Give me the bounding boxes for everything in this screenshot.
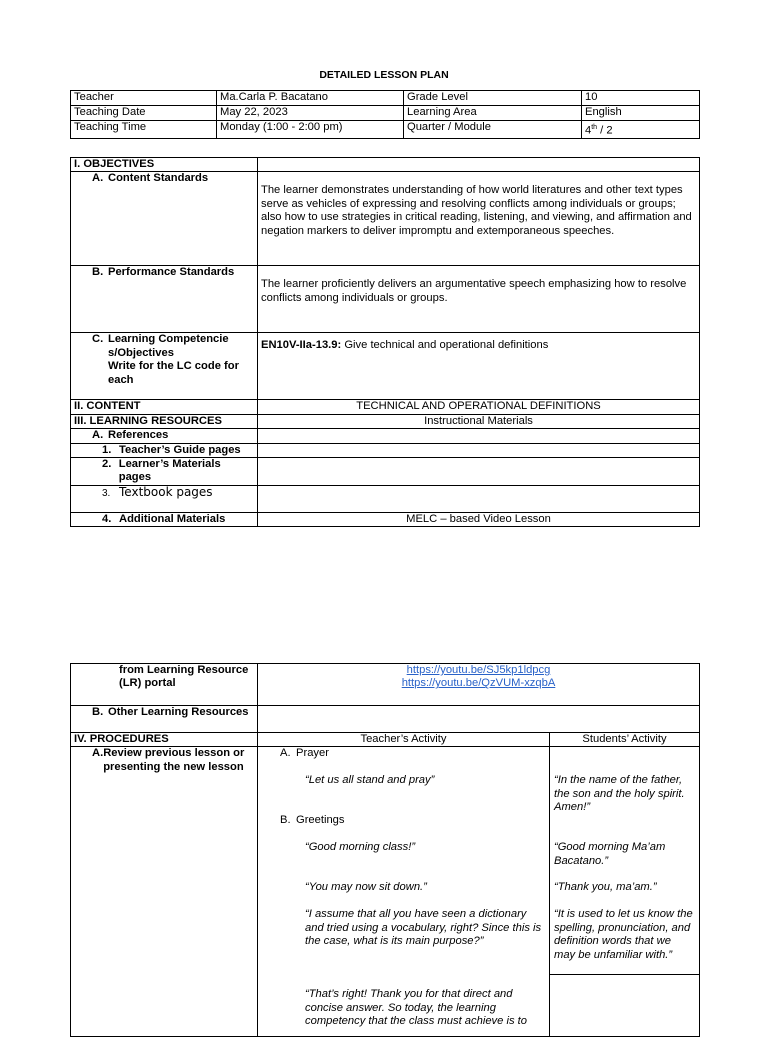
lc-code-instruction: Write for the LC code for each bbox=[108, 360, 239, 386]
quarter-label: Quarter / Module bbox=[404, 121, 582, 139]
video-link-1[interactable]: https://youtu.be/SJ5kp1ldpcg bbox=[406, 664, 551, 676]
student-line-dictionary: “It is used to let us know the spelling, pronunciation, and definition words that we may be unfamiliar with.” bbox=[554, 908, 693, 961]
teacher-line-greeting: “Good morning class!” bbox=[305, 841, 416, 854]
teacher-line-sit: “You may now sit down.” bbox=[305, 881, 427, 894]
content-standards-label: Content Standards bbox=[108, 172, 209, 185]
date-label: Teaching Date bbox=[71, 106, 217, 121]
students-activity-header: Students’ Activity bbox=[550, 733, 700, 747]
date-value: May 22, 2023 bbox=[217, 106, 404, 121]
review-lesson-label: Review previous lesson or presenting the new lesson bbox=[103, 747, 245, 773]
content-standards-text: The learner demonstrates understanding of how world literatures and other text types serve as vehicles of expressing and resolving conflicts among individuals or groups; also how to use strategies in critical reading, listening, and viewing, and affirmation and negation markers to deliver impromptu and extemporaneous speeches. bbox=[258, 172, 700, 266]
prayer-heading: Prayer bbox=[296, 747, 329, 760]
student-line-greeting: “Good morning Ma’am Bacatano.” bbox=[554, 841, 666, 867]
content-heading: II. CONTENT bbox=[71, 400, 258, 414]
area-label: Learning Area bbox=[404, 106, 582, 121]
additional-materials-value: MELC – based Video Lesson bbox=[258, 512, 700, 526]
quarter-value: 4th / 2 bbox=[582, 121, 700, 139]
area-value: English bbox=[582, 106, 700, 121]
student-line-prayer: “In the name of the father, the son and the holy spirit. Amen!” bbox=[554, 774, 685, 814]
row-divider bbox=[550, 974, 699, 975]
textbook-pages-label: Textbook pages bbox=[119, 485, 213, 499]
time-value: Monday (1:00 - 2:00 pm) bbox=[217, 121, 404, 139]
time-label: Teaching Time bbox=[71, 121, 217, 139]
teachers-activity-cell: A. Prayer “Let us all stand and pray” B. Greetings “Good morning class!” “You may now sit down.” “I assume that all you have seen a dictionary and tried using a vocabulary, right? Since this is the case, what is its main purpose?” “That’s right! Thank you for that direct and concise answer. So today, the learning competency that the class must achieve is to bbox=[258, 747, 550, 1037]
lesson-plan-table: I. OBJECTIVES A. Content Standards The learner demonstrates understanding of how world literatures and other text types serve as vehicles of expressing and resolving conflicts among individuals or groups; also how to use strategies in critical reading, listening, and viewing, and affirmation and negation markers to deliver impromptu and extemporaneous speeches. B. Performance Standards The learner proficiently delivers an argumentative speech emphasizing how to resolve conflicts among individuals or groups. C. Learning Competencies/Objectives Write for the LC code for each EN10V-IIa-13.9: Give technical and operational definitions II. CONTENT TECHNICAL AND OPERATIONAL DEFINITIONS III. LEARNING RESOURCES Instructional Materials A. References 1. Teacher’s Guide pages 2. Learner’s Materials pages 3. Textbook pages 4. Additional Materials MELC – based Video Lesson bbox=[70, 157, 700, 527]
student-line-thanks: “Thank you, ma’am.” bbox=[554, 881, 657, 894]
learning-competencies-label: Learning Competencies/Objectives bbox=[108, 333, 229, 359]
video-link-2[interactable]: https://youtu.be/QzVUM-xzqbA bbox=[401, 677, 556, 690]
lesson-info-table bbox=[70, 90, 700, 139]
additional-materials-label: Additional Materials bbox=[119, 512, 226, 525]
teachers-guide-label: Teacher’s Guide pages bbox=[119, 443, 241, 456]
teachers-activity-header: Teacher’s Activity bbox=[258, 733, 550, 747]
performance-standards-label: Performance Standards bbox=[108, 266, 235, 279]
teacher-label: Teacher bbox=[71, 91, 217, 106]
grade-value: 10 bbox=[582, 91, 700, 106]
greetings-heading: Greetings bbox=[296, 814, 345, 827]
teacher-line-competency: “That’s right! Thank you for that direct and concise answer. So today, the learning competency that the class must achieve is to bbox=[305, 988, 527, 1028]
learning-resources-value: Instructional Materials bbox=[258, 414, 700, 428]
page-title: DETAILED LESSON PLAN bbox=[319, 69, 449, 81]
teacher-line-pray: “Let us all stand and pray” bbox=[305, 774, 435, 787]
references-label: References bbox=[108, 429, 169, 442]
procedures-table: from Learning Resource (LR) portal https://youtu.be/SJ5kp1ldpcg https://youtu.be/QzVUM-xzqbA B. Other Learning Resources IV. PROCEDURES Teacher’s Activity Students’ Activity A. Review previous lesson or presenting the new lesson A. Prayer “Let us all stand and pray” B. Greetings “Good morning class!” “You may now sit down.” “I assume that all you have seen a dictionary and tried using a vocabulary, right? Since this is the case, what is its main purpose?” “That’s right! Thank you for that direct and concise answer. So today, the learning competency that the class must achieve is to “In the name of the father, the son and the holy spirit. Amen!” “Good morning Ma’am Bacatano.” “Thank you, ma’am.” “It is used to let us know the spelling, pronunciation, and definition words that we may be unfamiliar with.” bbox=[70, 663, 700, 1037]
learning-competency-text: EN10V-IIa-13.9: Give technical and operational definitions bbox=[258, 333, 700, 400]
procedures-heading: IV. PROCEDURES bbox=[71, 733, 258, 747]
learning-resources-heading: III. LEARNING RESOURCES bbox=[71, 414, 258, 428]
other-resources-label: Other Learning Resources bbox=[108, 706, 249, 718]
performance-standards-text: The learner proficiently delivers an argumentative speech emphasizing how to resolve conflicts among individuals or groups. bbox=[258, 266, 700, 333]
students-activity-cell bbox=[550, 747, 700, 1037]
grade-label: Grade Level bbox=[404, 91, 582, 106]
teacher-value: Ma.Carla P. Bacatano bbox=[217, 91, 404, 106]
lr-portal-label: from Learning Resource (LR) portal bbox=[71, 664, 258, 706]
learners-materials-label: Learner’s Materials pages bbox=[118, 458, 221, 484]
teacher-line-dictionary: “I assume that all you have seen a dictionary and tried using a vocabulary, right? Since this is the case, what is its main purpose?” bbox=[305, 908, 542, 948]
content-value: TECHNICAL AND OPERATIONAL DEFINITIONS bbox=[258, 400, 700, 414]
objectives-heading: I. OBJECTIVES bbox=[71, 158, 258, 172]
